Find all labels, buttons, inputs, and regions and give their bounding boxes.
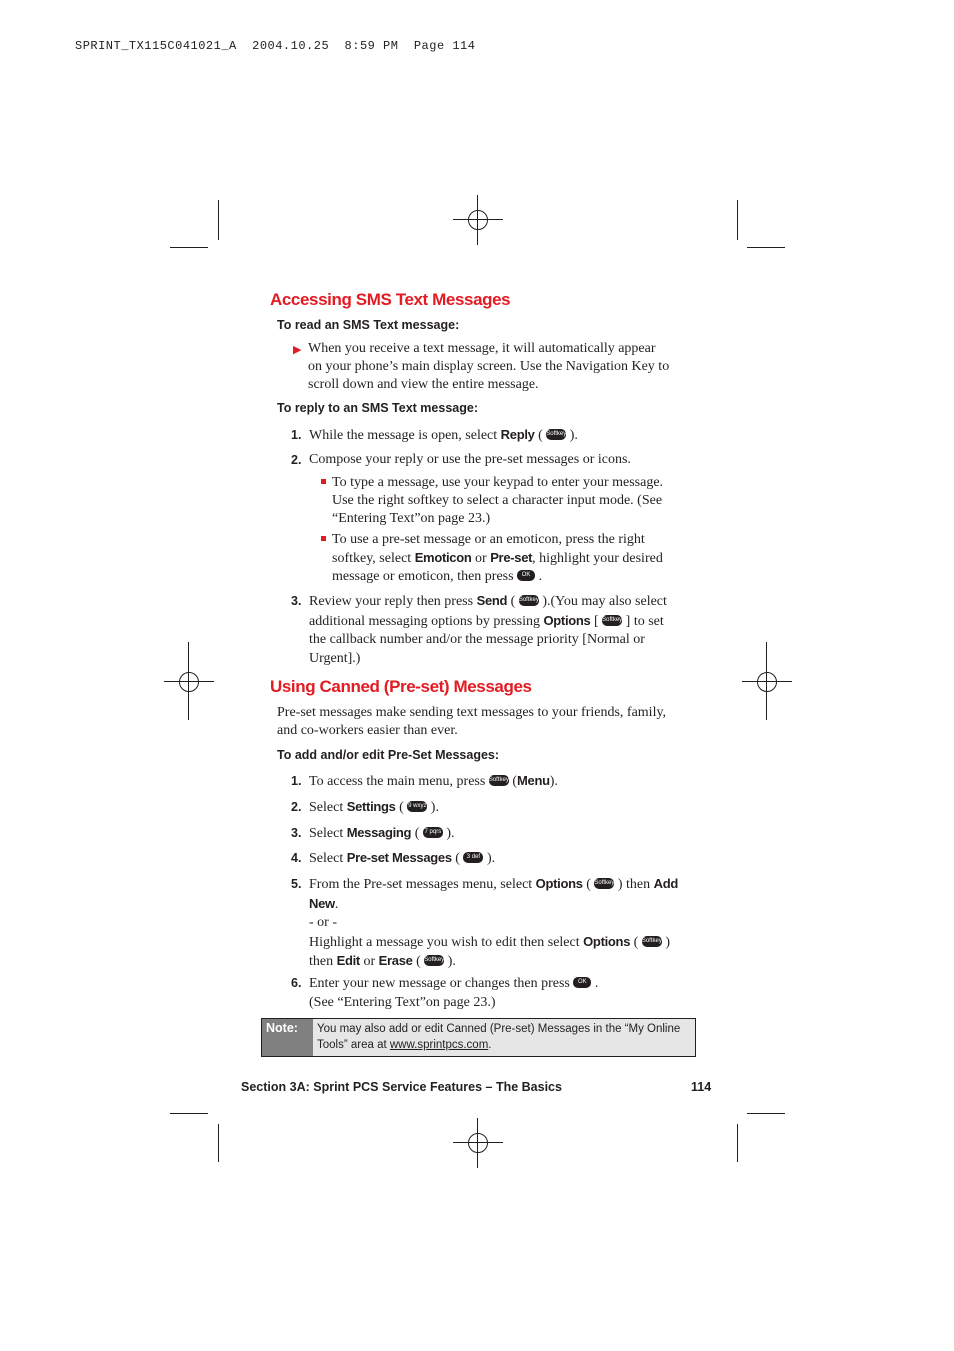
step-number: 3.	[291, 594, 302, 608]
page-number: 114	[691, 1080, 712, 1094]
crop-mark	[218, 1124, 219, 1162]
sprintpcs-link[interactable]: www.sprintpcs.com	[389, 1039, 489, 1051]
crop-mark	[737, 1124, 738, 1162]
ok-key-icon: OK	[517, 570, 535, 581]
step-number: 4.	[291, 851, 302, 865]
registration-mark	[453, 1118, 503, 1168]
footer-section-title: Section 3A: Sprint PCS Service Features – The Basics	[241, 1080, 562, 1094]
softkey-icon: Softkey	[602, 615, 622, 626]
registration-mark	[453, 195, 503, 245]
key-9-icon: 9 wxyz	[407, 801, 427, 812]
step-text: Compose your reply or use the pre-set messages or icons.	[309, 452, 631, 467]
key-7-icon: 7 pqrs	[423, 827, 443, 838]
step-number: 2.	[291, 800, 302, 814]
text-line: To type a message, use your keypad to enter your message.	[332, 475, 664, 490]
step-text: From the Pre-set messages menu, select Options ( Softkey ) then Add New. - or - Highlight a message you wish to edit then select Options ( Softkey ) then Edit or Erase ( Softkey ).	[309, 876, 678, 969]
section-heading: Using Canned (Pre-set) Messages	[270, 677, 532, 696]
step-number: 6.	[291, 976, 302, 990]
crop-mark	[766, 642, 767, 720]
bullet-paragraph	[332, 474, 692, 528]
subheading: To read an SMS Text message:	[277, 318, 460, 332]
arrow-bullet-icon: ▶	[293, 344, 302, 356]
crop-mark	[170, 1113, 208, 1114]
softkey-icon: Softkey	[594, 878, 614, 889]
square-bullet-icon	[321, 479, 326, 484]
softkey-icon: Softkey	[424, 955, 444, 966]
section-heading: Accessing SMS Text Messages	[270, 290, 511, 309]
crop-mark	[747, 247, 785, 248]
key-3-icon: 3 def	[463, 852, 483, 863]
step-number: 1.	[291, 774, 302, 788]
registration-mark	[742, 657, 792, 707]
print-slug: SPRINT_TX115C041021_A 2004.10.25 8:59 PM Page 114	[75, 39, 476, 53]
registration-mark	[164, 657, 214, 707]
crop-mark	[170, 247, 208, 248]
text-line: “Entering Text”on page 23.)	[332, 511, 491, 526]
subheading: To reply to an SMS Text message:	[277, 401, 478, 415]
bullet-paragraph: To use a pre-set message or an emoticon, press the right softkey, select Emoticon or Pre-set, highlight your desired message or emoticon, then press OK .	[332, 532, 663, 584]
note-box	[261, 1018, 696, 1057]
text-line: scroll down and view the entire message.	[308, 377, 539, 392]
step-text: Select Pre-set Messages ( 3 def ).	[309, 850, 496, 866]
text-line: When you receive a text message, it will automatically appear	[308, 341, 656, 356]
step-text: Select Settings ( 9 wxyz ).	[309, 799, 439, 815]
text-line: Use the right softkey to select a character input mode. (See	[332, 493, 663, 508]
step-number: 2.	[291, 453, 302, 467]
step-text: Enter your new message or changes then press OK . (See “Entering Text”on page 23.)	[309, 976, 599, 1010]
step-text: To access the main menu, press Softkey (Menu).	[309, 773, 558, 789]
crop-mark	[218, 200, 219, 240]
square-bullet-icon	[321, 536, 326, 541]
crop-mark	[188, 642, 189, 720]
text-line: on your phone’s main display screen. Use the Navigation Key to	[308, 359, 670, 374]
step-number: 1.	[291, 428, 302, 442]
crop-mark	[747, 1113, 785, 1114]
ok-key-icon: OK	[573, 977, 591, 988]
bullet-paragraph	[308, 340, 708, 394]
step-text: Select Messaging ( 7 pqrs ).	[309, 825, 455, 841]
step-number: 5.	[291, 877, 302, 891]
note-text: You may also add or edit Canned (Pre-set) Messages in the “My Online Tools” area at www.sprintpcs.com.	[317, 1023, 681, 1051]
softkey-icon: Softkey	[546, 429, 566, 440]
softkey-icon: Softkey	[489, 775, 509, 786]
softkey-icon: Softkey	[519, 595, 539, 606]
intro-paragraph: Pre-set messages make sending text messages to your friends, family, and co-workers easier than ever.	[277, 705, 667, 738]
softkey-icon: Softkey	[642, 936, 662, 947]
step-text: While the message is open, select Reply ( Softkey ).	[309, 427, 578, 443]
subheading: To add and/or edit Pre-Set Messages:	[277, 748, 500, 762]
crop-mark	[737, 200, 738, 240]
note-label: Note:	[262, 1019, 313, 1056]
step-number: 3.	[291, 826, 302, 840]
step-text: Review your reply then press Send ( Softkey ).(You may also select additional messaging options by pressing Options [ Softkey ] to set the callback number and/or the message priority [Normal or Urgent].)	[309, 593, 667, 667]
